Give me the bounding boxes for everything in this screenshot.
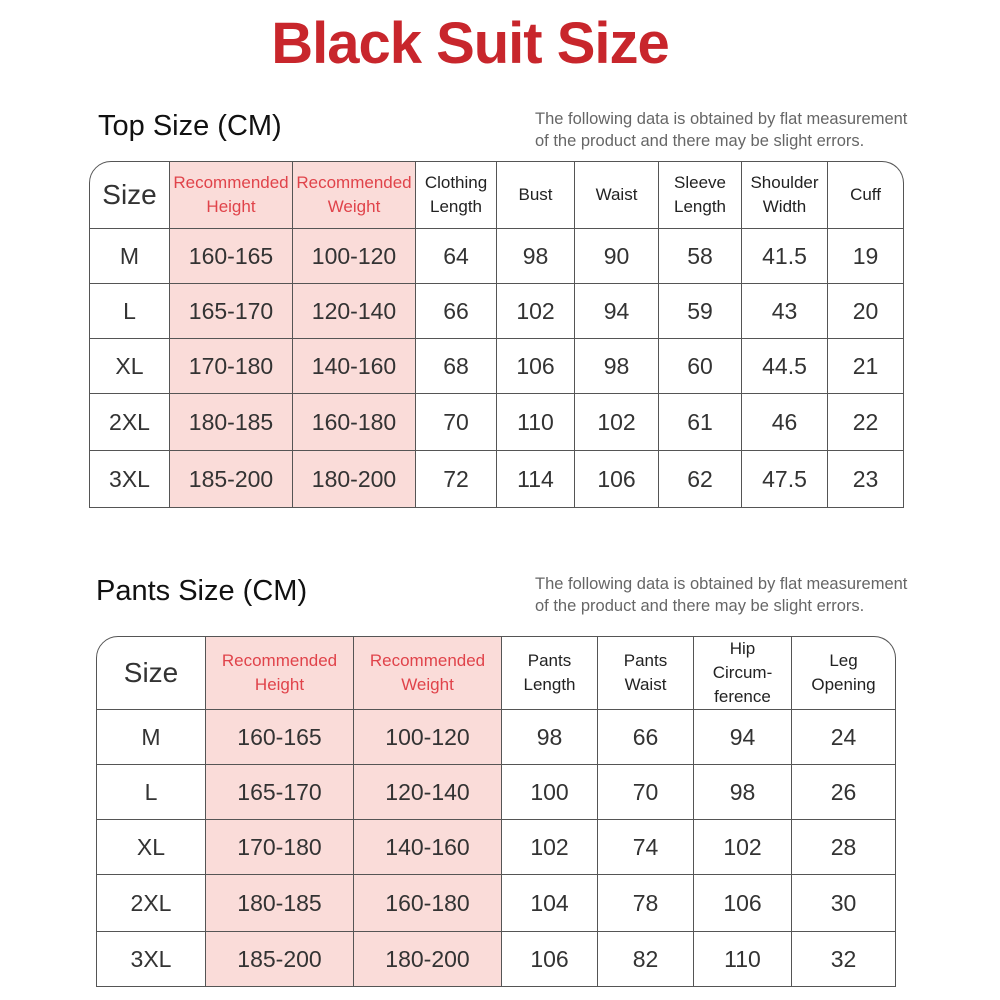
pants-value-cell: 170-180 xyxy=(206,820,354,875)
pants-value-cell: 180-185 xyxy=(206,875,354,932)
pants-value-cell: 160-165 xyxy=(206,710,354,765)
pants-value-cell: 98 xyxy=(502,710,598,765)
pants-header-text: Opening xyxy=(811,675,876,694)
pants-table-row xyxy=(96,820,896,875)
pants-size-cell: XL xyxy=(96,820,206,875)
top-table-row xyxy=(89,339,904,394)
pants-value-cell: 94 xyxy=(694,710,792,765)
pants-value-cell: 104 xyxy=(502,875,598,932)
top-value-cell: 72 xyxy=(416,451,497,508)
top-value-cell: 160-180 xyxy=(293,394,416,451)
top-value-cell: 68 xyxy=(416,339,497,394)
top-value-cell: 23 xyxy=(828,451,904,508)
pants-table-row xyxy=(96,765,896,820)
top-value-cell: 180-185 xyxy=(170,394,293,451)
pants-value-cell: 24 xyxy=(792,710,896,765)
pants-table-row xyxy=(96,710,896,765)
pants-header-text: Size xyxy=(123,657,179,688)
page-title: Black Suit Size xyxy=(271,11,669,76)
top-value-cell: 170-180 xyxy=(170,339,293,394)
top-size-cell: 2XL xyxy=(89,394,170,451)
top-size-table xyxy=(89,161,904,508)
top-value-cell: 140-160 xyxy=(293,339,416,394)
top-note-line-2: of the product and there may be slight errors. xyxy=(535,132,865,150)
top-value-cell: 22 xyxy=(828,394,904,451)
top-header-text: Sleeve xyxy=(674,173,726,192)
pants-table-row xyxy=(96,932,896,987)
pants-value-cell: 106 xyxy=(502,932,598,987)
top-value-cell: 19 xyxy=(828,229,904,284)
top-value-cell: 94 xyxy=(575,284,659,339)
pants-size-cell: M xyxy=(96,710,206,765)
top-value-cell: 62 xyxy=(659,451,742,508)
top-size-heading: Top Size (CM) xyxy=(98,110,282,142)
top-value-cell: 114 xyxy=(497,451,575,508)
top-value-cell: 47.5 xyxy=(742,451,828,508)
top-value-cell: 100-120 xyxy=(293,229,416,284)
top-header-text: Waist xyxy=(595,185,638,204)
pants-value-cell: 165-170 xyxy=(206,765,354,820)
top-value-cell: 64 xyxy=(416,229,497,284)
pants-header-cell xyxy=(206,636,354,710)
top-value-cell: 20 xyxy=(828,284,904,339)
top-header-cell xyxy=(742,161,828,229)
pants-header-text: Pants xyxy=(527,651,572,670)
top-value-cell: 41.5 xyxy=(742,229,828,284)
top-value-cell: 102 xyxy=(497,284,575,339)
top-value-cell: 90 xyxy=(575,229,659,284)
pants-size-cell: 3XL xyxy=(96,932,206,987)
pants-header-text: ference xyxy=(714,687,771,706)
top-header-text: Width xyxy=(762,197,807,216)
pants-size-cell: L xyxy=(96,765,206,820)
top-value-cell: 160-165 xyxy=(170,229,293,284)
top-header-cell xyxy=(89,161,170,229)
top-table-row xyxy=(89,394,904,451)
pants-value-cell: 98 xyxy=(694,765,792,820)
pants-value-cell: 100-120 xyxy=(354,710,502,765)
pants-header-text: Recommended xyxy=(221,651,338,670)
pants-value-cell: 102 xyxy=(694,820,792,875)
top-value-cell: 110 xyxy=(497,394,575,451)
pants-header-text: Height xyxy=(254,675,305,694)
top-header-cell xyxy=(575,161,659,229)
top-value-cell: 106 xyxy=(497,339,575,394)
pants-note-line-1: The following data is obtained by flat measurement xyxy=(535,575,908,593)
pants-header-text: Waist xyxy=(624,675,667,694)
pants-value-cell: 78 xyxy=(598,875,694,932)
pants-value-cell: 70 xyxy=(598,765,694,820)
pants-header-cell xyxy=(502,636,598,710)
pants-header-text: Pants xyxy=(623,651,668,670)
top-header-text: Cuff xyxy=(850,185,881,204)
pants-note-line-2: of the product and there may be slight errors. xyxy=(535,597,865,615)
top-table-row xyxy=(89,284,904,339)
pants-measurement-note xyxy=(535,573,907,617)
pants-value-cell: 106 xyxy=(694,875,792,932)
top-value-cell: 180-200 xyxy=(293,451,416,508)
top-value-cell: 61 xyxy=(659,394,742,451)
pants-size-heading: Pants Size (CM) xyxy=(96,575,308,607)
pants-header-text: Recommended xyxy=(369,651,486,670)
top-table-row xyxy=(89,451,904,508)
pants-value-cell: 74 xyxy=(598,820,694,875)
pants-value-cell: 185-200 xyxy=(206,932,354,987)
top-header-cell xyxy=(170,161,293,229)
top-value-cell: 165-170 xyxy=(170,284,293,339)
pants-value-cell: 120-140 xyxy=(354,765,502,820)
pants-size-table xyxy=(96,636,896,987)
top-header-cell xyxy=(828,161,904,229)
pants-value-cell: 66 xyxy=(598,710,694,765)
pants-header-text: Hip xyxy=(729,639,756,658)
top-value-cell: 21 xyxy=(828,339,904,394)
pants-header-text: Weight xyxy=(401,675,454,694)
pants-header-cell xyxy=(792,636,896,710)
pants-size-cell: 2XL xyxy=(96,875,206,932)
top-note-line-1: The following data is obtained by flat measurement xyxy=(535,110,908,128)
top-value-cell: 59 xyxy=(659,284,742,339)
top-size-cell: 3XL xyxy=(89,451,170,508)
top-header-cell xyxy=(497,161,575,229)
pants-value-cell: 82 xyxy=(598,932,694,987)
top-header-text: Shoulder xyxy=(750,173,819,192)
pants-table-row xyxy=(96,875,896,932)
pants-value-cell: 160-180 xyxy=(354,875,502,932)
top-header-text: Recommended xyxy=(173,173,289,192)
top-measurement-note xyxy=(535,108,907,152)
top-value-cell: 66 xyxy=(416,284,497,339)
top-value-cell: 98 xyxy=(575,339,659,394)
top-header-text: Clothing xyxy=(424,173,488,192)
top-header-text: Bust xyxy=(518,185,553,204)
top-header-text: Height xyxy=(206,197,256,216)
top-value-cell: 60 xyxy=(659,339,742,394)
top-value-cell: 58 xyxy=(659,229,742,284)
top-header-text: Length xyxy=(430,197,482,216)
top-size-cell: L xyxy=(89,284,170,339)
top-header-text: Length xyxy=(674,197,726,216)
top-value-cell: 106 xyxy=(575,451,659,508)
top-header-cell xyxy=(293,161,416,229)
top-value-cell: 102 xyxy=(575,394,659,451)
pants-header-cell xyxy=(598,636,694,710)
pants-header-cell xyxy=(694,636,792,710)
top-value-cell: 70 xyxy=(416,394,497,451)
top-value-cell: 44.5 xyxy=(742,339,828,394)
pants-value-cell: 30 xyxy=(792,875,896,932)
top-value-cell: 98 xyxy=(497,229,575,284)
top-value-cell: 43 xyxy=(742,284,828,339)
pants-value-cell: 100 xyxy=(502,765,598,820)
top-header-text: Weight xyxy=(327,197,381,216)
top-value-cell: 185-200 xyxy=(170,451,293,508)
pants-header-cell xyxy=(354,636,502,710)
pants-value-cell: 102 xyxy=(502,820,598,875)
pants-value-cell: 110 xyxy=(694,932,792,987)
top-header-text: Size xyxy=(102,179,157,210)
top-value-cell: 120-140 xyxy=(293,284,416,339)
pants-value-cell: 28 xyxy=(792,820,896,875)
pants-value-cell: 140-160 xyxy=(354,820,502,875)
top-size-cell: M xyxy=(89,229,170,284)
pants-value-cell: 180-200 xyxy=(354,932,502,987)
top-size-cell: XL xyxy=(89,339,170,394)
top-value-cell: 46 xyxy=(742,394,828,451)
pants-header-text: Length xyxy=(523,675,576,694)
pants-header-cell xyxy=(96,636,206,710)
top-header-cell xyxy=(416,161,497,229)
top-header-text: Recommended xyxy=(296,173,412,192)
pants-header-text: Circum- xyxy=(712,663,773,682)
top-table-row xyxy=(89,229,904,284)
top-header-cell xyxy=(659,161,742,229)
pants-header-text: Leg xyxy=(829,651,858,670)
pants-value-cell: 32 xyxy=(792,932,896,987)
pants-value-cell: 26 xyxy=(792,765,896,820)
